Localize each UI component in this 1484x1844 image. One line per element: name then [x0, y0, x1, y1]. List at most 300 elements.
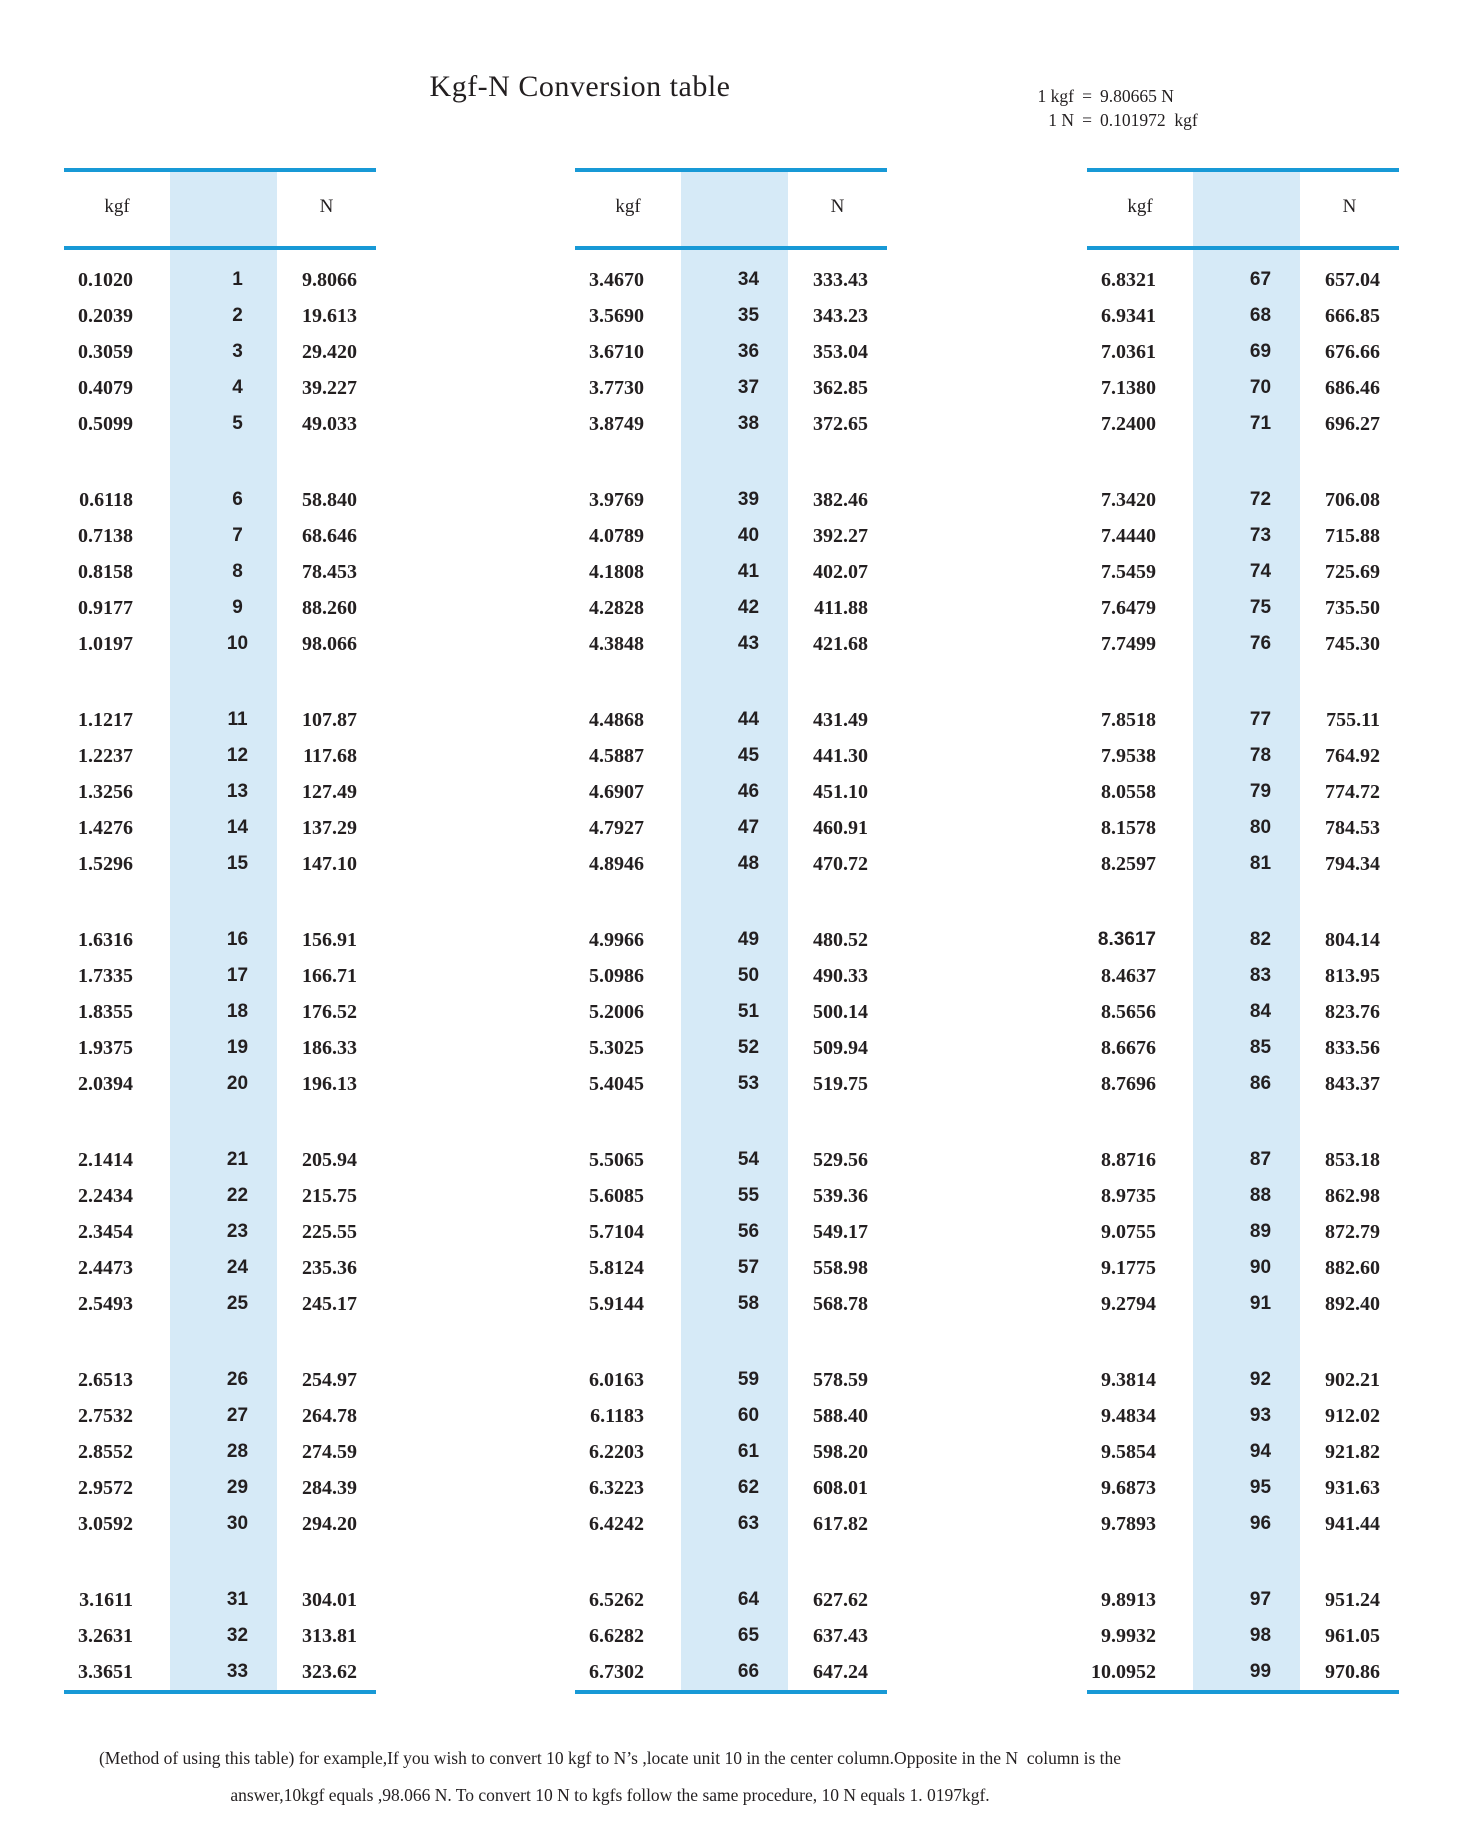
- block-gap: [575, 442, 887, 482]
- table-row: [1087, 738, 1399, 774]
- unit-number: 65: [737, 1625, 760, 1646]
- unit-number: 78: [1249, 745, 1272, 766]
- unit-number: 91: [1249, 1293, 1272, 1314]
- table-row: [64, 738, 376, 774]
- table-row: [64, 1142, 376, 1178]
- unit-number: 43: [737, 633, 760, 654]
- kgf-value: 1.0197: [78, 633, 133, 655]
- newton-value: 127.49: [302, 781, 357, 803]
- kgf-value: 5.6085: [589, 1185, 644, 1207]
- table-row: [575, 1214, 887, 1250]
- table-rows: [575, 262, 887, 1690]
- table-row: [575, 958, 887, 994]
- table-row: [575, 846, 887, 882]
- unit-number: 31: [226, 1589, 249, 1610]
- unit-number: 24: [226, 1257, 249, 1278]
- kgf-value: 0.7138: [78, 525, 133, 547]
- newton-column-header: N: [830, 196, 845, 217]
- newton-value: 186.33: [302, 1037, 357, 1059]
- newton-value: 696.27: [1325, 413, 1380, 435]
- unit-number: 29: [226, 1477, 249, 1498]
- table-row: [64, 1030, 376, 1066]
- newton-value: 509.94: [813, 1037, 868, 1059]
- unit-number: 93: [1249, 1405, 1272, 1426]
- newton-value: 117.68: [303, 745, 357, 767]
- unit-number: 55: [737, 1185, 760, 1206]
- column-headers: [64, 192, 376, 222]
- newton-value: 745.30: [1325, 633, 1380, 655]
- unit-number: 7: [232, 525, 243, 546]
- table-row: [575, 1398, 887, 1434]
- unit-number: 42: [737, 597, 760, 618]
- table-row: [575, 334, 887, 370]
- unit-number: 3: [232, 341, 243, 362]
- note-line: [1022, 108, 1198, 132]
- newton-value: 608.01: [813, 1477, 868, 1499]
- kgf-value: 9.0755: [1101, 1221, 1156, 1243]
- newton-value: 274.59: [302, 1441, 357, 1463]
- table-row: [1087, 1362, 1399, 1398]
- kgf-value: 2.1414: [78, 1149, 133, 1171]
- conversion-table-group-3: [1087, 168, 1399, 1694]
- newton-value: 107.87: [302, 709, 357, 731]
- kgf-value: 5.5065: [589, 1149, 644, 1171]
- kgf-value: 7.6479: [1101, 597, 1156, 619]
- table-row: [64, 482, 376, 518]
- kgf-value: 5.0986: [589, 965, 644, 987]
- table-row: [575, 1654, 887, 1690]
- kgf-value: 6.8321: [1101, 269, 1156, 291]
- newton-value: 912.02: [1325, 1405, 1380, 1427]
- kgf-column-header: kgf: [615, 196, 641, 217]
- newton-value: 755.11: [1326, 709, 1380, 731]
- kgf-value: 7.3420: [1101, 489, 1156, 511]
- kgf-value: 0.9177: [78, 597, 133, 619]
- kgf-value: 8.3617: [1097, 929, 1156, 950]
- kgf-value: 5.2006: [589, 1001, 644, 1023]
- table-row: [575, 1142, 887, 1178]
- newton-value: 88.260: [302, 597, 357, 619]
- block-gap: [575, 882, 887, 922]
- table-row: [1087, 334, 1399, 370]
- newton-value: 676.66: [1325, 341, 1380, 363]
- kgf-value: 7.2400: [1101, 413, 1156, 435]
- newton-value: 333.43: [813, 269, 868, 291]
- kgf-value: 2.9572: [78, 1477, 133, 1499]
- newton-value: 147.10: [302, 853, 357, 875]
- table-row: [575, 1506, 887, 1542]
- kgf-value: 6.6282: [589, 1625, 644, 1647]
- newton-value: 794.34: [1325, 853, 1380, 875]
- kgf-value: 9.5854: [1101, 1441, 1156, 1463]
- kgf-value: 2.6513: [78, 1369, 133, 1391]
- unit-number: 10: [226, 633, 249, 654]
- table-row: [575, 262, 887, 298]
- table-row: [1087, 1618, 1399, 1654]
- kgf-value: 2.0394: [78, 1073, 133, 1095]
- newton-value: 961.05: [1325, 1625, 1380, 1647]
- newton-value: 931.63: [1325, 1477, 1380, 1499]
- table-row: [575, 1066, 887, 1102]
- unit-number: 50: [737, 965, 760, 986]
- table-row: [64, 1066, 376, 1102]
- newton-value: 323.62: [302, 1661, 357, 1683]
- unit-number: 39: [737, 489, 760, 510]
- unit-number: 49: [737, 929, 760, 950]
- newton-value: 519.75: [813, 1073, 868, 1095]
- newton-value: 539.36: [813, 1185, 868, 1207]
- table-row: [64, 626, 376, 662]
- unit-number: 27: [226, 1405, 249, 1426]
- newton-value: 137.29: [302, 817, 357, 839]
- newton-value: 804.14: [1325, 929, 1380, 951]
- kgf-value: 7.0361: [1101, 341, 1156, 363]
- kgf-value: 1.6316: [78, 929, 133, 951]
- unit-number: 85: [1249, 1037, 1272, 1058]
- unit-number: 89: [1249, 1221, 1272, 1242]
- kgf-value: 0.5099: [78, 413, 133, 435]
- unit-number: 66: [737, 1661, 760, 1682]
- kgf-value: 8.0558: [1101, 781, 1156, 803]
- table-row: [575, 482, 887, 518]
- unit-number: 35: [737, 305, 760, 326]
- newton-value: 215.75: [302, 1185, 357, 1207]
- table-row: [1087, 1506, 1399, 1542]
- table-row: [575, 626, 887, 662]
- newton-value: 264.78: [302, 1405, 357, 1427]
- kgf-value: 2.8552: [78, 1441, 133, 1463]
- block-gap: [575, 662, 887, 702]
- kgf-value: 1.3256: [78, 781, 133, 803]
- newton-value: 402.07: [813, 561, 868, 583]
- unit-number: 19: [226, 1037, 249, 1058]
- table-row: [575, 922, 887, 958]
- kgf-value: 0.2039: [78, 305, 133, 327]
- kgf-value: 4.5887: [589, 745, 644, 767]
- unit-number: 88: [1249, 1185, 1272, 1206]
- unit-number: 57: [737, 1257, 760, 1278]
- unit-number: 40: [737, 525, 760, 546]
- table-row: [575, 406, 887, 442]
- newton-value: 460.91: [813, 817, 868, 839]
- equals-sign: =: [1082, 86, 1092, 106]
- unit-number: 54: [737, 1149, 760, 1170]
- kgf-value: 9.7893: [1101, 1513, 1156, 1535]
- note-line: [1022, 84, 1198, 108]
- kgf-value: 6.4242: [589, 1513, 644, 1535]
- newton-value: 657.04: [1325, 269, 1380, 291]
- kgf-value: 1.2237: [78, 745, 133, 767]
- block-gap: [575, 1102, 887, 1142]
- unit-number: 77: [1249, 709, 1272, 730]
- unit-number: 17: [226, 965, 249, 986]
- kgf-value: 7.1380: [1101, 377, 1156, 399]
- unit-number: 79: [1249, 781, 1272, 802]
- table-row: [64, 554, 376, 590]
- newton-value: 529.56: [813, 1149, 868, 1171]
- table-row: [575, 554, 887, 590]
- unit-number: 16: [226, 929, 249, 950]
- newton-value: 353.04: [813, 341, 868, 363]
- unit-number: 68: [1249, 305, 1272, 326]
- unit-number: 60: [737, 1405, 760, 1426]
- header-rule: [64, 246, 376, 250]
- unit-number: 44: [737, 709, 760, 730]
- table-row: [64, 1506, 376, 1542]
- unit-number: 4: [232, 377, 243, 398]
- table-row: [64, 518, 376, 554]
- table-row: [64, 406, 376, 442]
- unit-number: 96: [1249, 1513, 1272, 1534]
- unit-number: 86: [1249, 1073, 1272, 1094]
- table-row: [64, 846, 376, 882]
- unit-number: 81: [1249, 853, 1272, 874]
- block-gap: [575, 1322, 887, 1362]
- table-row: [64, 262, 376, 298]
- table-row: [575, 1178, 887, 1214]
- unit-number: 53: [737, 1073, 760, 1094]
- block-gap: [64, 1542, 376, 1582]
- newton-value: 715.88: [1325, 525, 1380, 547]
- unit-number: 45: [737, 745, 760, 766]
- top-rule: [64, 168, 376, 172]
- block-gap: [64, 442, 376, 482]
- unit-number: 58: [737, 1293, 760, 1314]
- kgf-value: 2.5493: [78, 1293, 133, 1315]
- table-row: [64, 1654, 376, 1690]
- table-row: [64, 1618, 376, 1654]
- table-row: [575, 738, 887, 774]
- table-row: [64, 810, 376, 846]
- unit-number: 15: [226, 853, 249, 874]
- bottom-rule: [575, 1690, 887, 1694]
- table-row: [64, 994, 376, 1030]
- table-row: [64, 1470, 376, 1506]
- bottom-rule: [1087, 1690, 1399, 1694]
- newton-value: 862.98: [1325, 1185, 1380, 1207]
- unit-number: 37: [737, 377, 760, 398]
- unit-number: 98: [1249, 1625, 1272, 1646]
- table-row: [1087, 1654, 1399, 1690]
- kgf-value: 3.8749: [589, 413, 644, 435]
- kgf-value: 7.4440: [1101, 525, 1156, 547]
- kgf-value: 4.8946: [589, 853, 644, 875]
- table-row: [64, 774, 376, 810]
- unit-number: 36: [737, 341, 760, 362]
- method-note: [30, 1740, 1190, 1814]
- newton-value: 647.24: [813, 1661, 868, 1683]
- kgf-value: 9.1775: [1101, 1257, 1156, 1279]
- newton-value: 205.94: [302, 1149, 357, 1171]
- newton-value: 19.613: [302, 305, 357, 327]
- newton-value: 29.420: [302, 341, 357, 363]
- table-row: [575, 1470, 887, 1506]
- kgf-value: 9.9932: [1101, 1625, 1156, 1647]
- unit-number: 32: [226, 1625, 249, 1646]
- newton-value: 245.17: [302, 1293, 357, 1315]
- unit-number: 80: [1249, 817, 1272, 838]
- newton-value: 892.40: [1325, 1293, 1380, 1315]
- unit-number: 63: [737, 1513, 760, 1534]
- newton-value: 304.01: [302, 1589, 357, 1611]
- table-row: [1087, 626, 1399, 662]
- table-row: [1087, 994, 1399, 1030]
- table-rows: [1087, 262, 1399, 1690]
- kgf-value: 8.5656: [1101, 1001, 1156, 1023]
- newton-column-header: N: [319, 196, 334, 217]
- kgf-value: 2.4473: [78, 1257, 133, 1279]
- newton-value: 853.18: [1325, 1149, 1380, 1171]
- kgf-value: 3.6710: [589, 341, 644, 363]
- kgf-value: 6.2203: [589, 1441, 644, 1463]
- kgf-value: 7.5459: [1101, 561, 1156, 583]
- newton-value: 382.46: [813, 489, 868, 511]
- block-gap: [1087, 1102, 1399, 1142]
- table-row: [64, 298, 376, 334]
- newton-value: 951.24: [1325, 1589, 1380, 1611]
- unit-number: 82: [1249, 929, 1272, 950]
- kgf-value: 9.2794: [1101, 1293, 1156, 1315]
- kgf-value: 3.1611: [79, 1589, 133, 1611]
- kgf-value: 5.8124: [589, 1257, 644, 1279]
- table-row: [1087, 774, 1399, 810]
- kgf-value: 0.6118: [79, 489, 133, 511]
- table-row: [1087, 810, 1399, 846]
- unit-number: 28: [226, 1441, 249, 1462]
- kgf-value: 6.7302: [589, 1661, 644, 1683]
- newton-value: 176.52: [302, 1001, 357, 1023]
- table-row: [575, 590, 887, 626]
- kgf-value: 5.7104: [589, 1221, 644, 1243]
- newton-value: 294.20: [302, 1513, 357, 1535]
- kgf-value: 9.6873: [1101, 1477, 1156, 1499]
- kgf-value: 2.3454: [78, 1221, 133, 1243]
- unit-number: 62: [737, 1477, 760, 1498]
- kgf-value: 9.4834: [1101, 1405, 1156, 1427]
- newton-value: 578.59: [813, 1369, 868, 1391]
- newton-value: 833.56: [1325, 1037, 1380, 1059]
- kgf-value: 4.2828: [589, 597, 644, 619]
- block-gap: [1087, 662, 1399, 702]
- kgf-value: 4.7927: [589, 817, 644, 839]
- bottom-rule: [64, 1690, 376, 1694]
- newton-value: 784.53: [1325, 817, 1380, 839]
- table-row: [1087, 590, 1399, 626]
- newton-value: 39.227: [302, 377, 357, 399]
- newton-value: 706.08: [1325, 489, 1380, 511]
- unit-number: 74: [1249, 561, 1272, 582]
- block-gap: [1087, 882, 1399, 922]
- newton-value: 98.066: [302, 633, 357, 655]
- block-gap: [575, 1542, 887, 1582]
- kgf-value: 6.5262: [589, 1589, 644, 1611]
- kgf-value: 0.1020: [78, 269, 133, 291]
- kgf-value: 8.6676: [1101, 1037, 1156, 1059]
- kgf-value: 7.9538: [1101, 745, 1156, 767]
- equals-sign: =: [1082, 110, 1092, 130]
- unit-number: 34: [737, 269, 760, 290]
- column-headers: [575, 192, 887, 222]
- newton-value: 666.85: [1325, 305, 1380, 327]
- unit-number: 25: [226, 1293, 249, 1314]
- newton-value: 254.97: [302, 1369, 357, 1391]
- table-row: [64, 1362, 376, 1398]
- newton-value: 156.91: [302, 929, 357, 951]
- table-row: [575, 1434, 887, 1470]
- table-row: [1087, 1030, 1399, 1066]
- kgf-value: 6.3223: [589, 1477, 644, 1499]
- newton-value: 500.14: [813, 1001, 868, 1023]
- newton-value: 68.646: [302, 525, 357, 547]
- block-gap: [1087, 1322, 1399, 1362]
- newton-value: 313.81: [302, 1625, 357, 1647]
- unit-number: 69: [1249, 341, 1272, 362]
- method-note-line-1: (Method of using this table) for example,If you wish to convert 10 kgf to N’s ,locate unit 10 in the center column.Opposite in the N column is the: [98, 1748, 1122, 1768]
- newton-value: 558.98: [813, 1257, 868, 1279]
- unit-number: 2: [232, 305, 243, 326]
- newton-value: 78.453: [302, 561, 357, 583]
- newton-value: 843.37: [1325, 1073, 1380, 1095]
- kgf-value: 10.0952: [1091, 1661, 1156, 1683]
- kgf-value: 1.4276: [78, 817, 133, 839]
- kgf-value: 1.8355: [78, 1001, 133, 1023]
- table-row: [575, 1286, 887, 1322]
- kgf-value: 7.8518: [1101, 709, 1156, 731]
- unit-number: 67: [1249, 269, 1272, 290]
- unit-number: 18: [226, 1001, 249, 1022]
- unit-number: 75: [1249, 597, 1272, 618]
- newton-value: 764.92: [1325, 745, 1380, 767]
- table-row: [575, 1362, 887, 1398]
- table-row: [575, 298, 887, 334]
- table-row: [1087, 1398, 1399, 1434]
- newton-value: 225.55: [302, 1221, 357, 1243]
- kgf-value: 1.7335: [78, 965, 133, 987]
- table-row: [1087, 702, 1399, 738]
- kgf-value: 8.4637: [1101, 965, 1156, 987]
- table-row: [64, 1582, 376, 1618]
- newton-value: 549.17: [813, 1221, 868, 1243]
- table-row: [1087, 1250, 1399, 1286]
- unit-number: 14: [226, 817, 249, 838]
- kgf-column-header: kgf: [1127, 196, 1153, 217]
- table-row: [1087, 262, 1399, 298]
- kgf-value: 3.7730: [589, 377, 644, 399]
- newton-value: 627.62: [813, 1589, 868, 1611]
- newton-column-header: N: [1342, 196, 1357, 217]
- table-row: [1087, 846, 1399, 882]
- column-headers: [1087, 192, 1399, 222]
- table-row: [575, 702, 887, 738]
- block-gap: [64, 882, 376, 922]
- header-rule: [1087, 246, 1399, 250]
- kgf-value: 0.8158: [78, 561, 133, 583]
- table-row: [1087, 958, 1399, 994]
- table-row: [64, 1286, 376, 1322]
- table-row: [1087, 554, 1399, 590]
- table-row: [1087, 1214, 1399, 1250]
- unit-number: 73: [1249, 525, 1272, 546]
- newton-value: 490.33: [813, 965, 868, 987]
- table-row: [64, 1214, 376, 1250]
- newton-value: 598.20: [813, 1441, 868, 1463]
- unit-number: 99: [1249, 1661, 1272, 1682]
- block-gap: [64, 1322, 376, 1362]
- table-row: [1087, 518, 1399, 554]
- kgf-value: 1.9375: [78, 1037, 133, 1059]
- table-row: [64, 1434, 376, 1470]
- kgf-value: 8.2597: [1101, 853, 1156, 875]
